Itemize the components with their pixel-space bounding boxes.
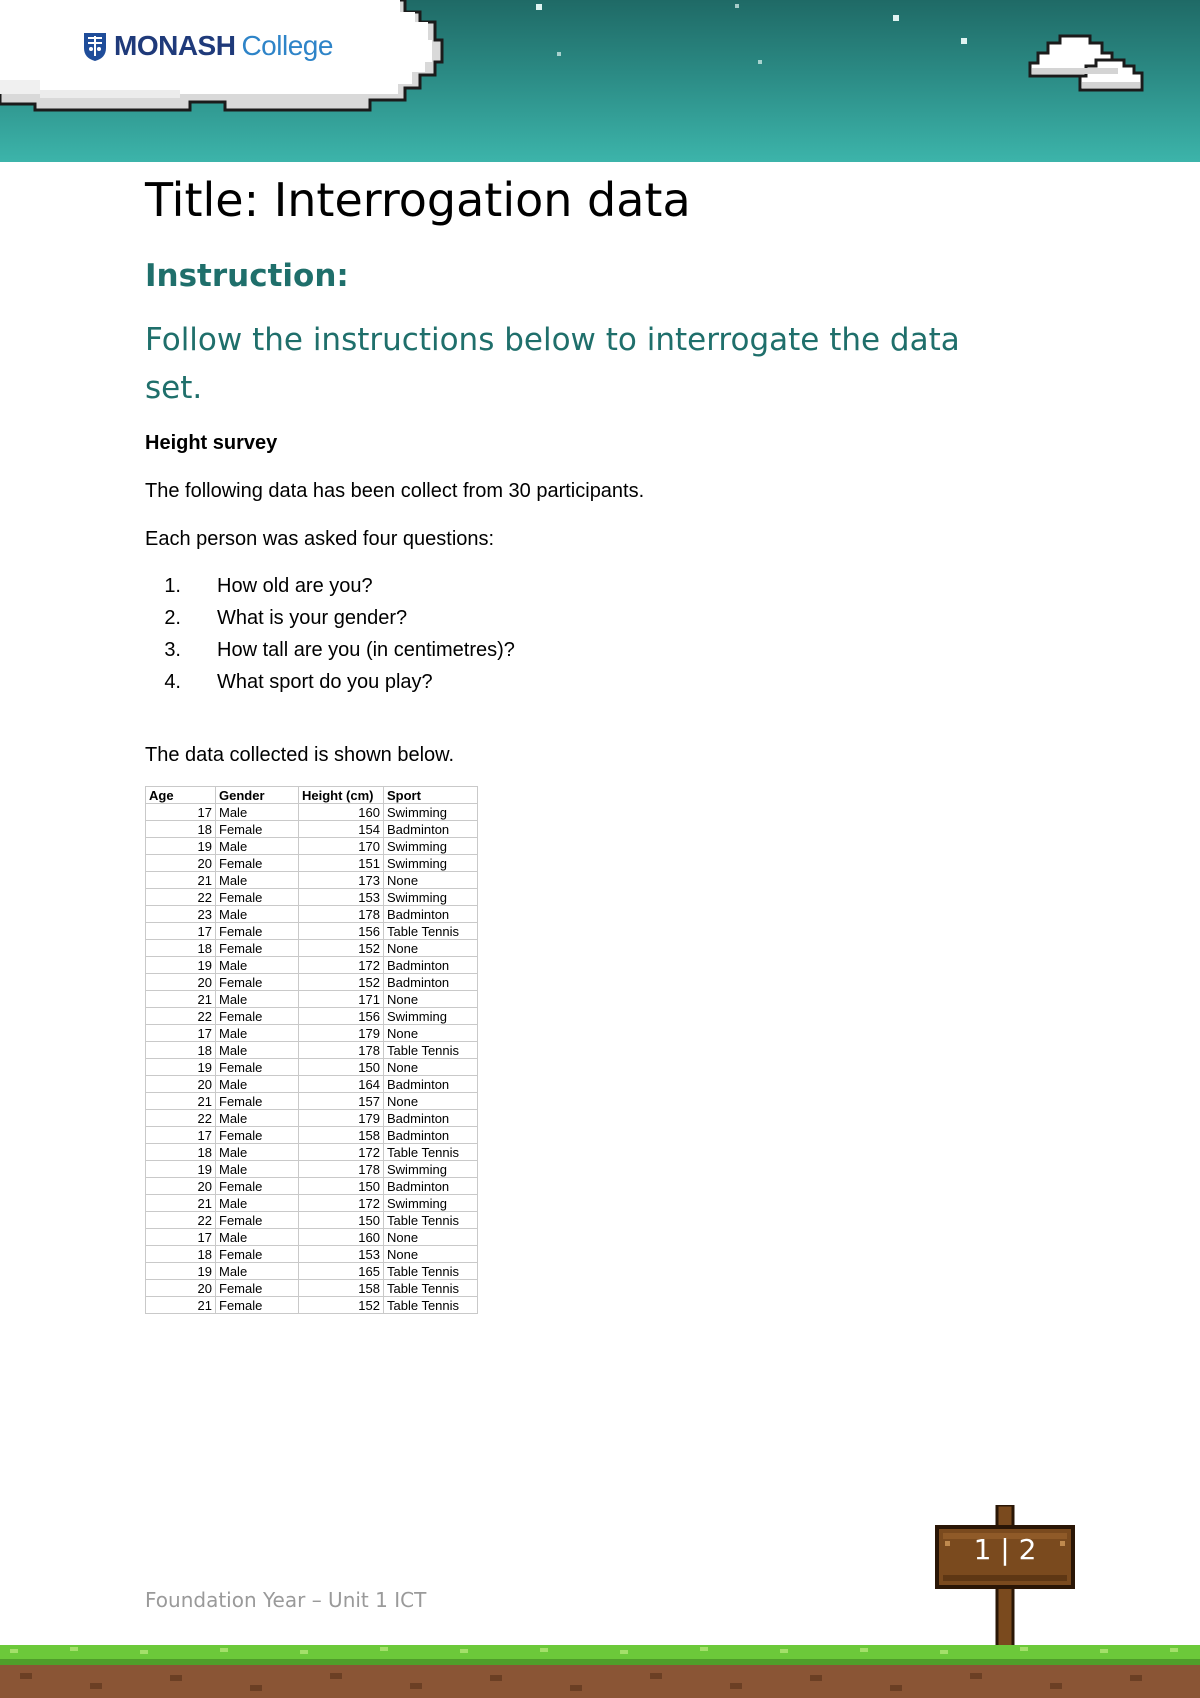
table-row	[146, 1161, 478, 1178]
cell-age: 21	[146, 991, 216, 1008]
cell-gender: Male	[216, 838, 299, 855]
cell-height: 156	[299, 1008, 384, 1025]
cell-gender: Male	[216, 906, 299, 923]
list-item	[145, 634, 1045, 666]
cell-gender: Male	[216, 1110, 299, 1127]
cell-height: 172	[299, 957, 384, 974]
cell-height: 158	[299, 1127, 384, 1144]
cell-height: 160	[299, 804, 384, 821]
page-number: 1 | 2	[973, 1533, 1037, 1566]
table-row	[146, 1263, 478, 1280]
table-row	[146, 821, 478, 838]
table-row	[146, 838, 478, 855]
table-row	[146, 1280, 478, 1297]
table-row	[146, 991, 478, 1008]
cell-sport: Table Tennis	[384, 1144, 478, 1161]
cell-sport: Badminton	[384, 1178, 478, 1195]
table-row	[146, 1178, 478, 1195]
cell-gender: Female	[216, 889, 299, 906]
cell-gender: Male	[216, 1195, 299, 1212]
cell-sport: Table Tennis	[384, 1212, 478, 1229]
cell-age: 23	[146, 906, 216, 923]
cell-age: 19	[146, 1059, 216, 1076]
cell-height: 151	[299, 855, 384, 872]
cell-age: 21	[146, 1195, 216, 1212]
cell-age: 22	[146, 889, 216, 906]
cell-gender: Female	[216, 1127, 299, 1144]
table-row	[146, 1229, 478, 1246]
cell-gender: Male	[216, 1263, 299, 1280]
cell-age: 19	[146, 1263, 216, 1280]
column-header-height: Height (cm)	[299, 787, 384, 804]
cell-sport: Badminton	[384, 1076, 478, 1093]
monash-college-logo[interactable]	[82, 30, 333, 62]
column-header-sport: Sport	[384, 787, 478, 804]
cell-age: 18	[146, 821, 216, 838]
instruction-text: Follow the instructions below to interrogate the data set.	[145, 322, 960, 406]
cell-age: 18	[146, 1144, 216, 1161]
cell-gender: Female	[216, 1093, 299, 1110]
cell-age: 17	[146, 804, 216, 821]
table-row	[146, 1127, 478, 1144]
cell-sport: Table Tennis	[384, 1297, 478, 1314]
table-row	[146, 940, 478, 957]
list-text: How old are you?	[217, 575, 373, 597]
cell-sport: Swimming	[384, 1008, 478, 1025]
star-icon	[961, 38, 967, 44]
star-icon	[536, 4, 542, 10]
cell-gender: Male	[216, 1161, 299, 1178]
cell-gender: Female	[216, 855, 299, 872]
cell-sport: Table Tennis	[384, 923, 478, 940]
table-row	[146, 1059, 478, 1076]
cell-gender: Male	[216, 804, 299, 821]
cell-height: 178	[299, 1161, 384, 1178]
table-row	[146, 1246, 478, 1263]
cell-height: 157	[299, 1093, 384, 1110]
cell-sport: Swimming	[384, 889, 478, 906]
list-number: 1.	[164, 575, 181, 597]
cell-gender: Female	[216, 974, 299, 991]
star-icon	[758, 60, 762, 64]
table-row	[146, 1008, 478, 1025]
table-row	[146, 1042, 478, 1059]
logo-cloud-shape	[0, 0, 450, 125]
cell-gender: Female	[216, 923, 299, 940]
cell-height: 173	[299, 872, 384, 889]
cell-age: 22	[146, 1008, 216, 1025]
table-row	[146, 1093, 478, 1110]
table-row	[146, 1297, 478, 1314]
cell-gender: Male	[216, 1144, 299, 1161]
table-row	[146, 1025, 478, 1042]
cell-height: 172	[299, 1144, 384, 1161]
document-body	[145, 170, 1045, 1314]
table-row	[146, 974, 478, 991]
grass-ground	[0, 1645, 1200, 1698]
table-row	[146, 906, 478, 923]
cell-age: 17	[146, 1127, 216, 1144]
list-text: What sport do you play?	[217, 671, 433, 693]
question-list	[145, 570, 1045, 698]
questions-intro: Each person was asked four questions:	[145, 528, 495, 550]
cell-gender: Female	[216, 1008, 299, 1025]
cell-age: 21	[146, 872, 216, 889]
cell-age: 18	[146, 940, 216, 957]
star-icon	[735, 4, 739, 8]
data-intro: The data collected is shown below.	[145, 744, 455, 766]
table-row	[146, 872, 478, 889]
table-row	[146, 923, 478, 940]
cell-gender: Male	[216, 957, 299, 974]
table-body	[146, 804, 478, 1314]
cell-height: 171	[299, 991, 384, 1008]
cell-height: 154	[299, 821, 384, 838]
column-header-age: Age	[146, 787, 216, 804]
cell-sport: None	[384, 940, 478, 957]
cell-height: 150	[299, 1212, 384, 1229]
cell-height: 152	[299, 940, 384, 957]
cell-gender: Female	[216, 1280, 299, 1297]
cell-height: 178	[299, 1042, 384, 1059]
table-row	[146, 804, 478, 821]
table-row	[146, 1212, 478, 1229]
cell-sport: Badminton	[384, 1127, 478, 1144]
header-banner	[0, 0, 1200, 162]
footer-course-label: Foundation Year – Unit 1 ICT	[145, 1588, 427, 1612]
cell-height: 160	[299, 1229, 384, 1246]
cell-height: 179	[299, 1025, 384, 1042]
crest-icon	[82, 30, 108, 62]
instruction-heading: Instruction:	[145, 258, 349, 294]
cell-gender: Male	[216, 1025, 299, 1042]
table-row	[146, 1144, 478, 1161]
cell-gender: Female	[216, 1212, 299, 1229]
cell-sport: Swimming	[384, 1161, 478, 1178]
brand-name: MONASH	[114, 30, 236, 61]
table-row	[146, 957, 478, 974]
cell-gender: Female	[216, 1178, 299, 1195]
cell-gender: Male	[216, 991, 299, 1008]
cell-age: 20	[146, 855, 216, 872]
cell-gender: Female	[216, 940, 299, 957]
star-icon	[557, 52, 561, 56]
cell-sport: None	[384, 872, 478, 889]
table-header-row	[146, 787, 478, 804]
cell-height: 153	[299, 889, 384, 906]
list-text: What is your gender?	[217, 607, 408, 629]
cell-height: 156	[299, 923, 384, 940]
list-item	[145, 602, 1045, 634]
cell-height: 152	[299, 974, 384, 991]
cell-height: 150	[299, 1178, 384, 1195]
cell-age: 20	[146, 974, 216, 991]
cell-sport: None	[384, 1093, 478, 1110]
cell-height: 158	[299, 1280, 384, 1297]
cell-gender: Male	[216, 1229, 299, 1246]
cell-age: 21	[146, 1093, 216, 1110]
star-icon	[893, 15, 899, 21]
cell-sport: Badminton	[384, 1110, 478, 1127]
survey-data-table	[145, 786, 478, 1314]
cell-age: 20	[146, 1178, 216, 1195]
cell-height: 164	[299, 1076, 384, 1093]
table-row	[146, 1110, 478, 1127]
cell-sport: None	[384, 1059, 478, 1076]
cell-sport: Badminton	[384, 906, 478, 923]
table-row	[146, 1195, 478, 1212]
cell-sport: Swimming	[384, 838, 478, 855]
cell-height: 152	[299, 1297, 384, 1314]
signpost-icon	[935, 1505, 1075, 1650]
column-header-gender: Gender	[216, 787, 299, 804]
cell-sport: Table Tennis	[384, 1280, 478, 1297]
section-heading: Height survey	[145, 432, 278, 454]
table-row	[146, 889, 478, 906]
cell-sport: Swimming	[384, 1195, 478, 1212]
list-item	[145, 666, 1045, 698]
document-title: Title: Interrogation data	[145, 173, 691, 227]
cell-sport: Swimming	[384, 855, 478, 872]
cell-height: 170	[299, 838, 384, 855]
cell-age: 22	[146, 1212, 216, 1229]
list-item	[145, 570, 1045, 602]
cell-gender: Male	[216, 1076, 299, 1093]
cell-gender: Male	[216, 1042, 299, 1059]
cell-gender: Female	[216, 1297, 299, 1314]
cell-sport: Badminton	[384, 957, 478, 974]
cell-gender: Female	[216, 1246, 299, 1263]
cell-age: 22	[146, 1110, 216, 1127]
cell-sport: None	[384, 1246, 478, 1263]
cell-age: 21	[146, 1297, 216, 1314]
cell-age: 20	[146, 1280, 216, 1297]
cloud-icon	[1020, 18, 1160, 98]
cell-age: 17	[146, 1229, 216, 1246]
list-number: 3.	[164, 639, 181, 661]
intro-paragraph: The following data has been collect from 30 participants.	[145, 480, 645, 502]
cell-gender: Male	[216, 872, 299, 889]
cell-height: 150	[299, 1059, 384, 1076]
cell-age: 17	[146, 1025, 216, 1042]
cell-gender: Female	[216, 821, 299, 838]
cell-height: 153	[299, 1246, 384, 1263]
brand-suffix: College	[241, 30, 333, 61]
cell-age: 20	[146, 1076, 216, 1093]
list-number: 2.	[164, 607, 181, 629]
cell-sport: None	[384, 991, 478, 1008]
cell-gender: Female	[216, 1059, 299, 1076]
cell-age: 19	[146, 838, 216, 855]
cell-sport: Badminton	[384, 974, 478, 991]
cell-height: 165	[299, 1263, 384, 1280]
cell-age: 17	[146, 923, 216, 940]
cell-age: 18	[146, 1042, 216, 1059]
table-row	[146, 1076, 478, 1093]
cell-height: 179	[299, 1110, 384, 1127]
list-number: 4.	[164, 671, 181, 693]
cell-height: 178	[299, 906, 384, 923]
cell-sport: None	[384, 1025, 478, 1042]
cell-sport: Swimming	[384, 804, 478, 821]
cell-sport: Table Tennis	[384, 1042, 478, 1059]
cell-age: 19	[146, 1161, 216, 1178]
cell-age: 18	[146, 1246, 216, 1263]
table-row	[146, 855, 478, 872]
cell-sport: Table Tennis	[384, 1263, 478, 1280]
cell-height: 172	[299, 1195, 384, 1212]
list-text: How tall are you (in centimetres)?	[217, 639, 515, 661]
cell-age: 19	[146, 957, 216, 974]
cell-sport: None	[384, 1229, 478, 1246]
cell-sport: Badminton	[384, 821, 478, 838]
